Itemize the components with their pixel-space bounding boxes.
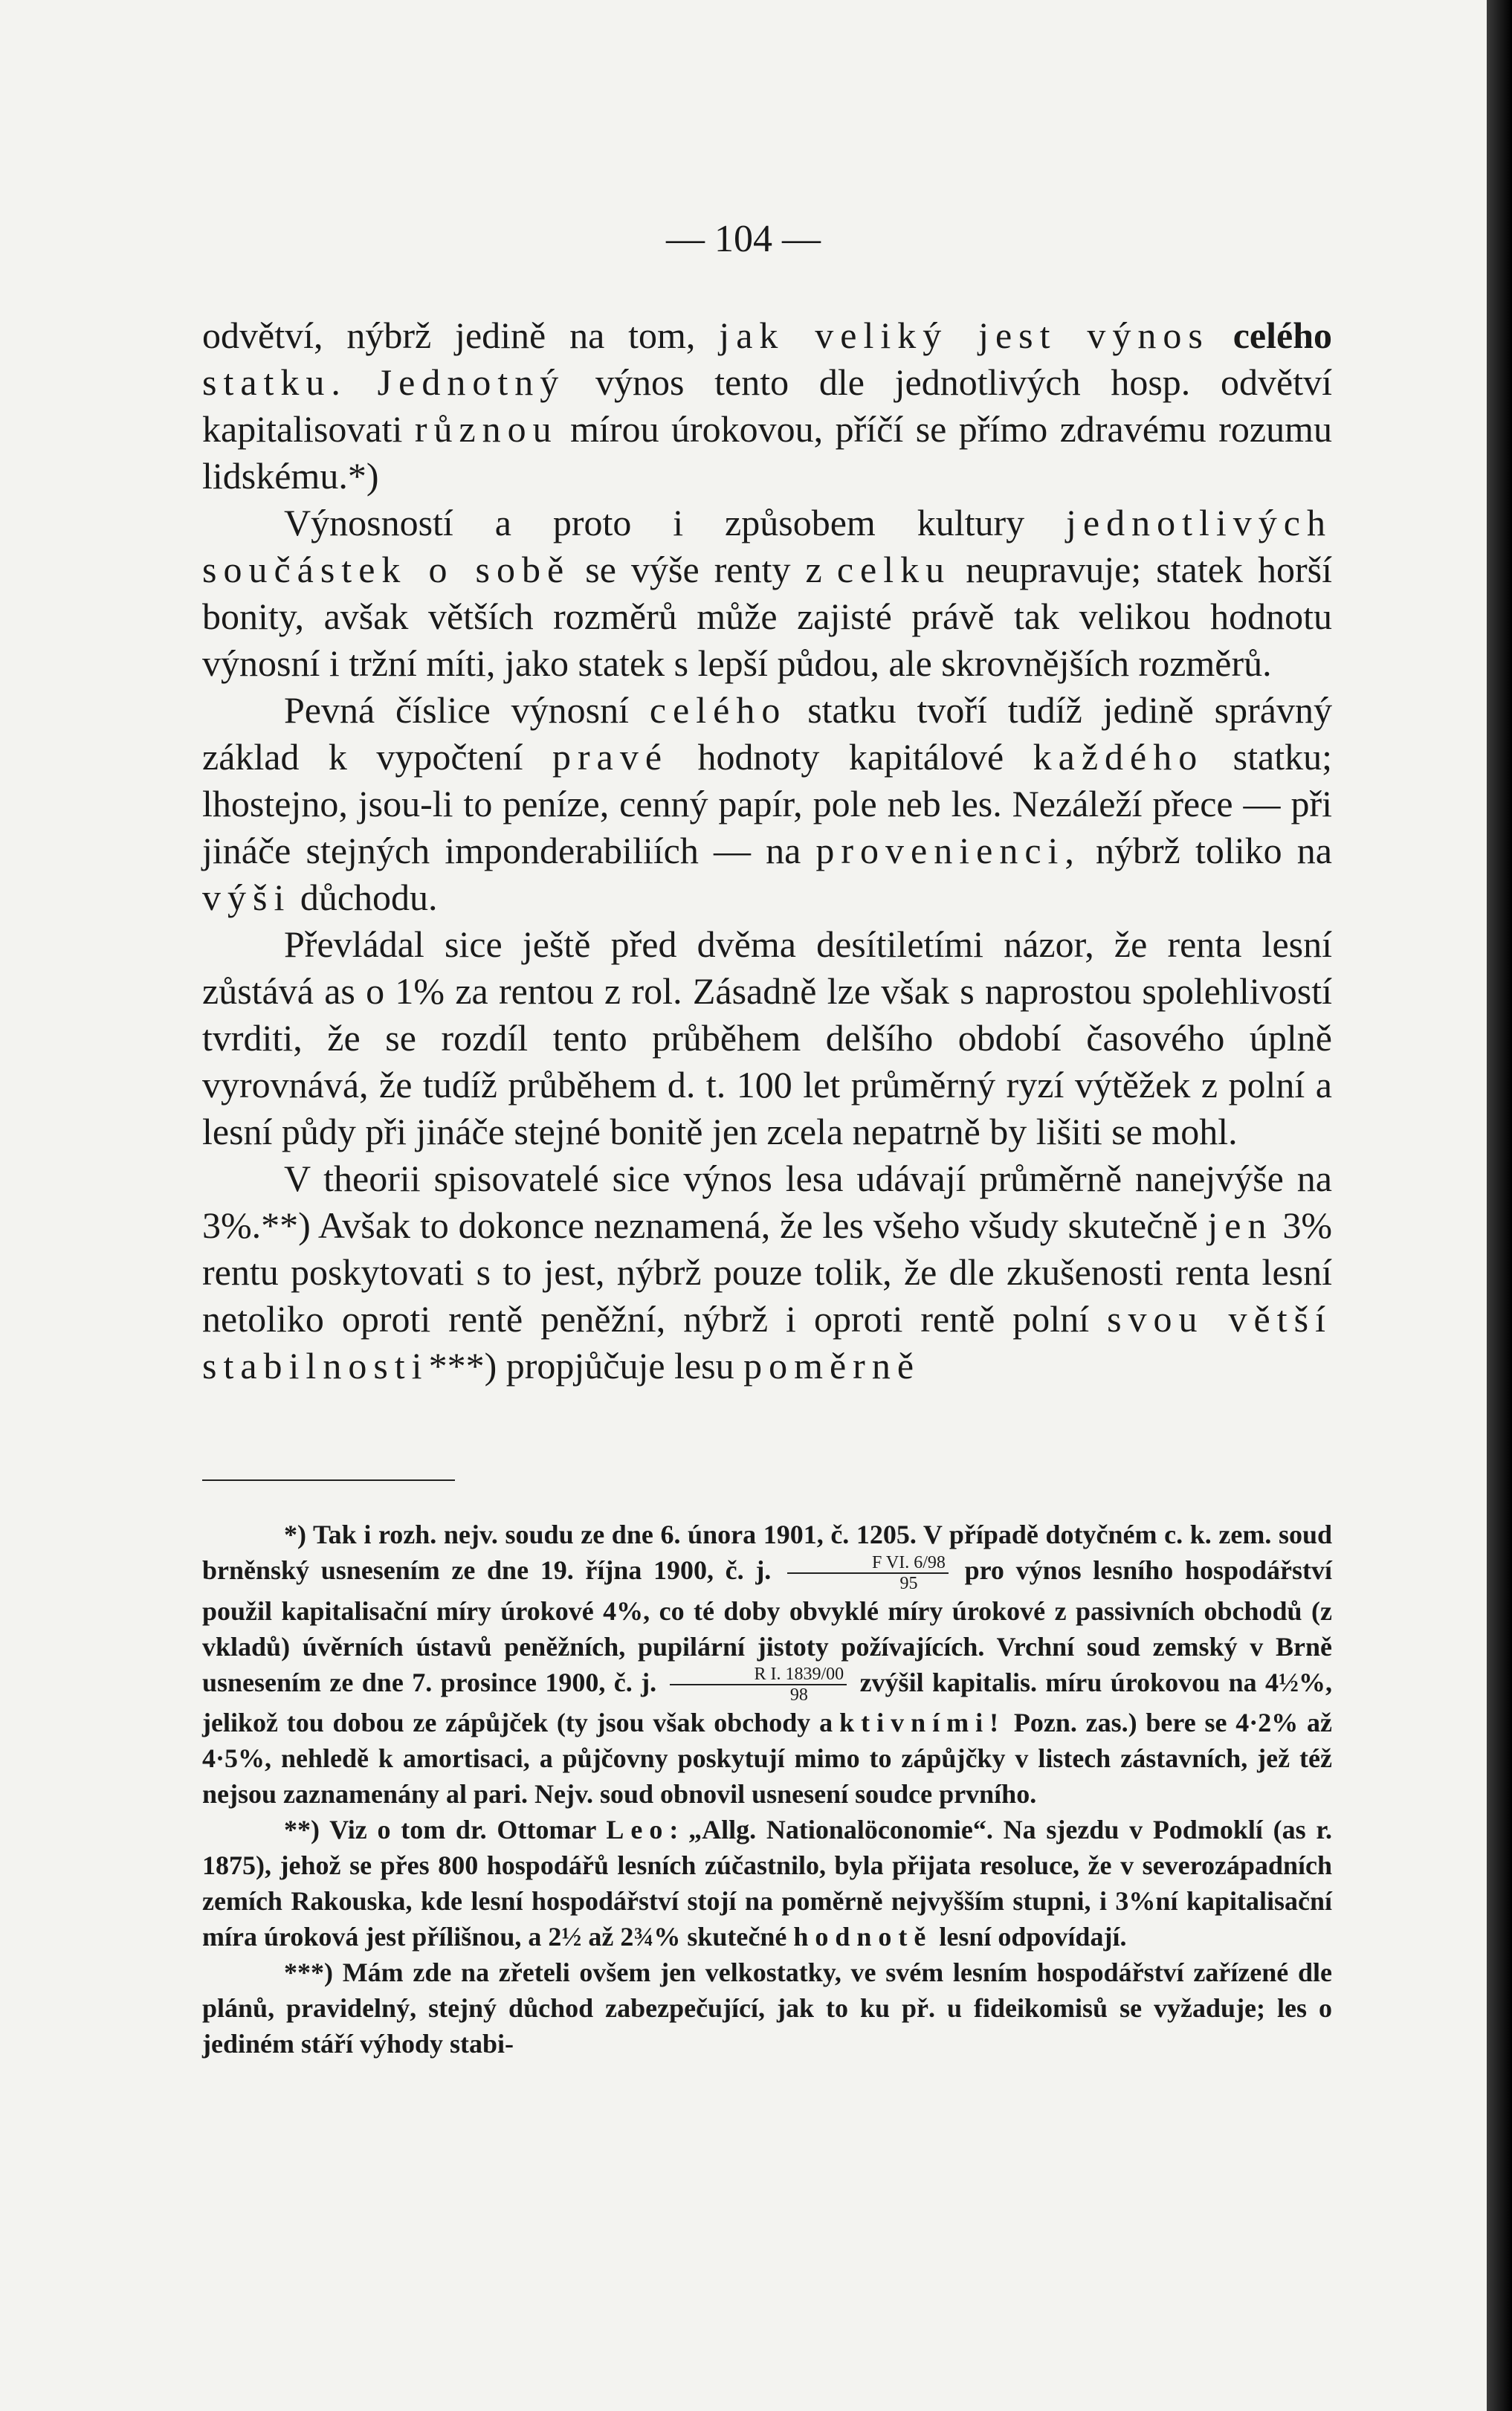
footnote-2: **) Viz o tom dr. Ottomar Leo: „Allg. Nationalöconomie“. Na sjezdu v Podmoklí (as r. 1875), jehož se přes 800 hospodářů lesních zúčastnilo, byla přijata resoluce, že v severozápadních zemích Rakouska, kde lesní hospodářství stojí na poměrně nejvyšším stupni, i 3%ní kapitalisační míra úroková jest přílišnou, a 2½ až 2¾% skutečné hodnotě lesní odpovídají. <box>202 1815 1332 1952</box>
paragraph-5: V theorii spisovatelé sice výnos lesa udávají průměrně nanejvýše na 3%.**) Avšak to dokonce neznamená, že les všeho všudy skutečně jen 3% rentu poskytovati s to jest, nýbrž pouze tolik, že dle zkušenosti renta lesní netoliko oproti rentě peněžní, nýbrž i oproti rentě polní svou větší stabilnosti***) propjůčuje lesu poměrně <box>202 1158 1332 1387</box>
main-text <box>202 312 1332 1390</box>
paragraph-2: Výnosností a proto i způsobem kultury jednotlivých součástek o sobě se výše renty z celku neupravuje; statek horší bonity, avšak větších rozměrů může zajisté právě tak velikou hodnotu výnosní i tržní míti, jako statek s lepší půdou, ale skrovnějších rozměrů. <box>202 502 1333 684</box>
footnotes <box>202 1517 1332 2062</box>
page-number: — 104 — <box>666 218 821 260</box>
case-number-fraction-1: $\frac{\text{F VI. 6/98}}{95}$ <box>787 1553 949 1593</box>
paragraph-3: Pevná číslice výnosní celého statku tvoří tudíž jedině správný základ k vypočtení pravé hodnoty kapitálové každého statku; lhostejno, jsou-li to peníze, cenný papír, pole neb les. Nezáleží přece — při jináče stejných imponderabiliích — na provenienci, nýbrž toliko na výši důchodu. <box>202 689 1332 918</box>
page-edge-shadow <box>1487 0 1512 2411</box>
footnote-divider <box>202 1479 455 1481</box>
paragraph-1: odvětví, nýbrž jedině na tom, jak veliký jest výnos celého statku. Jednotný výnos tento dle jednotlivých hosp. odvětví kapitalisovati různou mírou úrokovou, příčí se přímo zdravému rozumu lidskému.*) <box>202 314 1333 497</box>
paragraph-4: Převládal sice ještě před dvěma desítiletími názor, že renta lesní zůstává as o 1% za rentou z rol. Zásadně lze však s naprostou spolehlivostí tvrditi, že se rozdíl tento průběhem delšího období časového úplně vyrovnává, že tudíž průběhem d. t. 100 let průměrný ryzí výtěžek z polní a lesní půdy při jináče stejné bonitě jen zcela nepatrně by lišiti se mohl. <box>202 923 1332 1152</box>
footnote-3: ***) Mám zde na zřeteli ovšem jen velkostatky, ve svém lesním hospodářství zařízené dle plánů, pravidelný, stejný důchod zabezpečující, jak to ku př. u fideikomisů se vyžaduje; les o jediném stáří výhody stabi- <box>202 1957 1332 2059</box>
case-number-fraction-2: $\frac{\text{R I. 1839/00}}{98}$ <box>670 1665 847 1705</box>
footnote-1: *) Tak i rozh. nejv. soudu ze dne 6. února 1901, č. 1205. V případě dotyčném c. k. zem. soud brněnský usnesením ze dne 19. října 1900, č. j. $\frac{\text{F VI. 6/98}}{95}$ pro výnos lesního hospodářství použil kapitalisační míry úrokové 4%, co té doby obvyklé míry úrokové z passivních obchodů (z vkladů) úvěrních ústavů peněžních, pupilární jistoty požívajících. Vrchní soud zemský v Brně usnesením ze dne 7. prosince 1900, č. j. $\frac{\text{R I. 1839/00}}{98}$ zvýšil kapitalis. míru úrokovou na 4½%, jelikož tou dobou ze zápůjček (ty jsou však obchody aktivními! Pozn. zas.) bere se 4·2% až 4·5%, nehledě k amortisaci, a půjčovny poskytují mimo to zápůjčky v listech zástavních, jež též nejsou zaznamenány al pari. Nejv. soud obnovil usnesení soudce prvního. <box>202 1520 1333 1810</box>
